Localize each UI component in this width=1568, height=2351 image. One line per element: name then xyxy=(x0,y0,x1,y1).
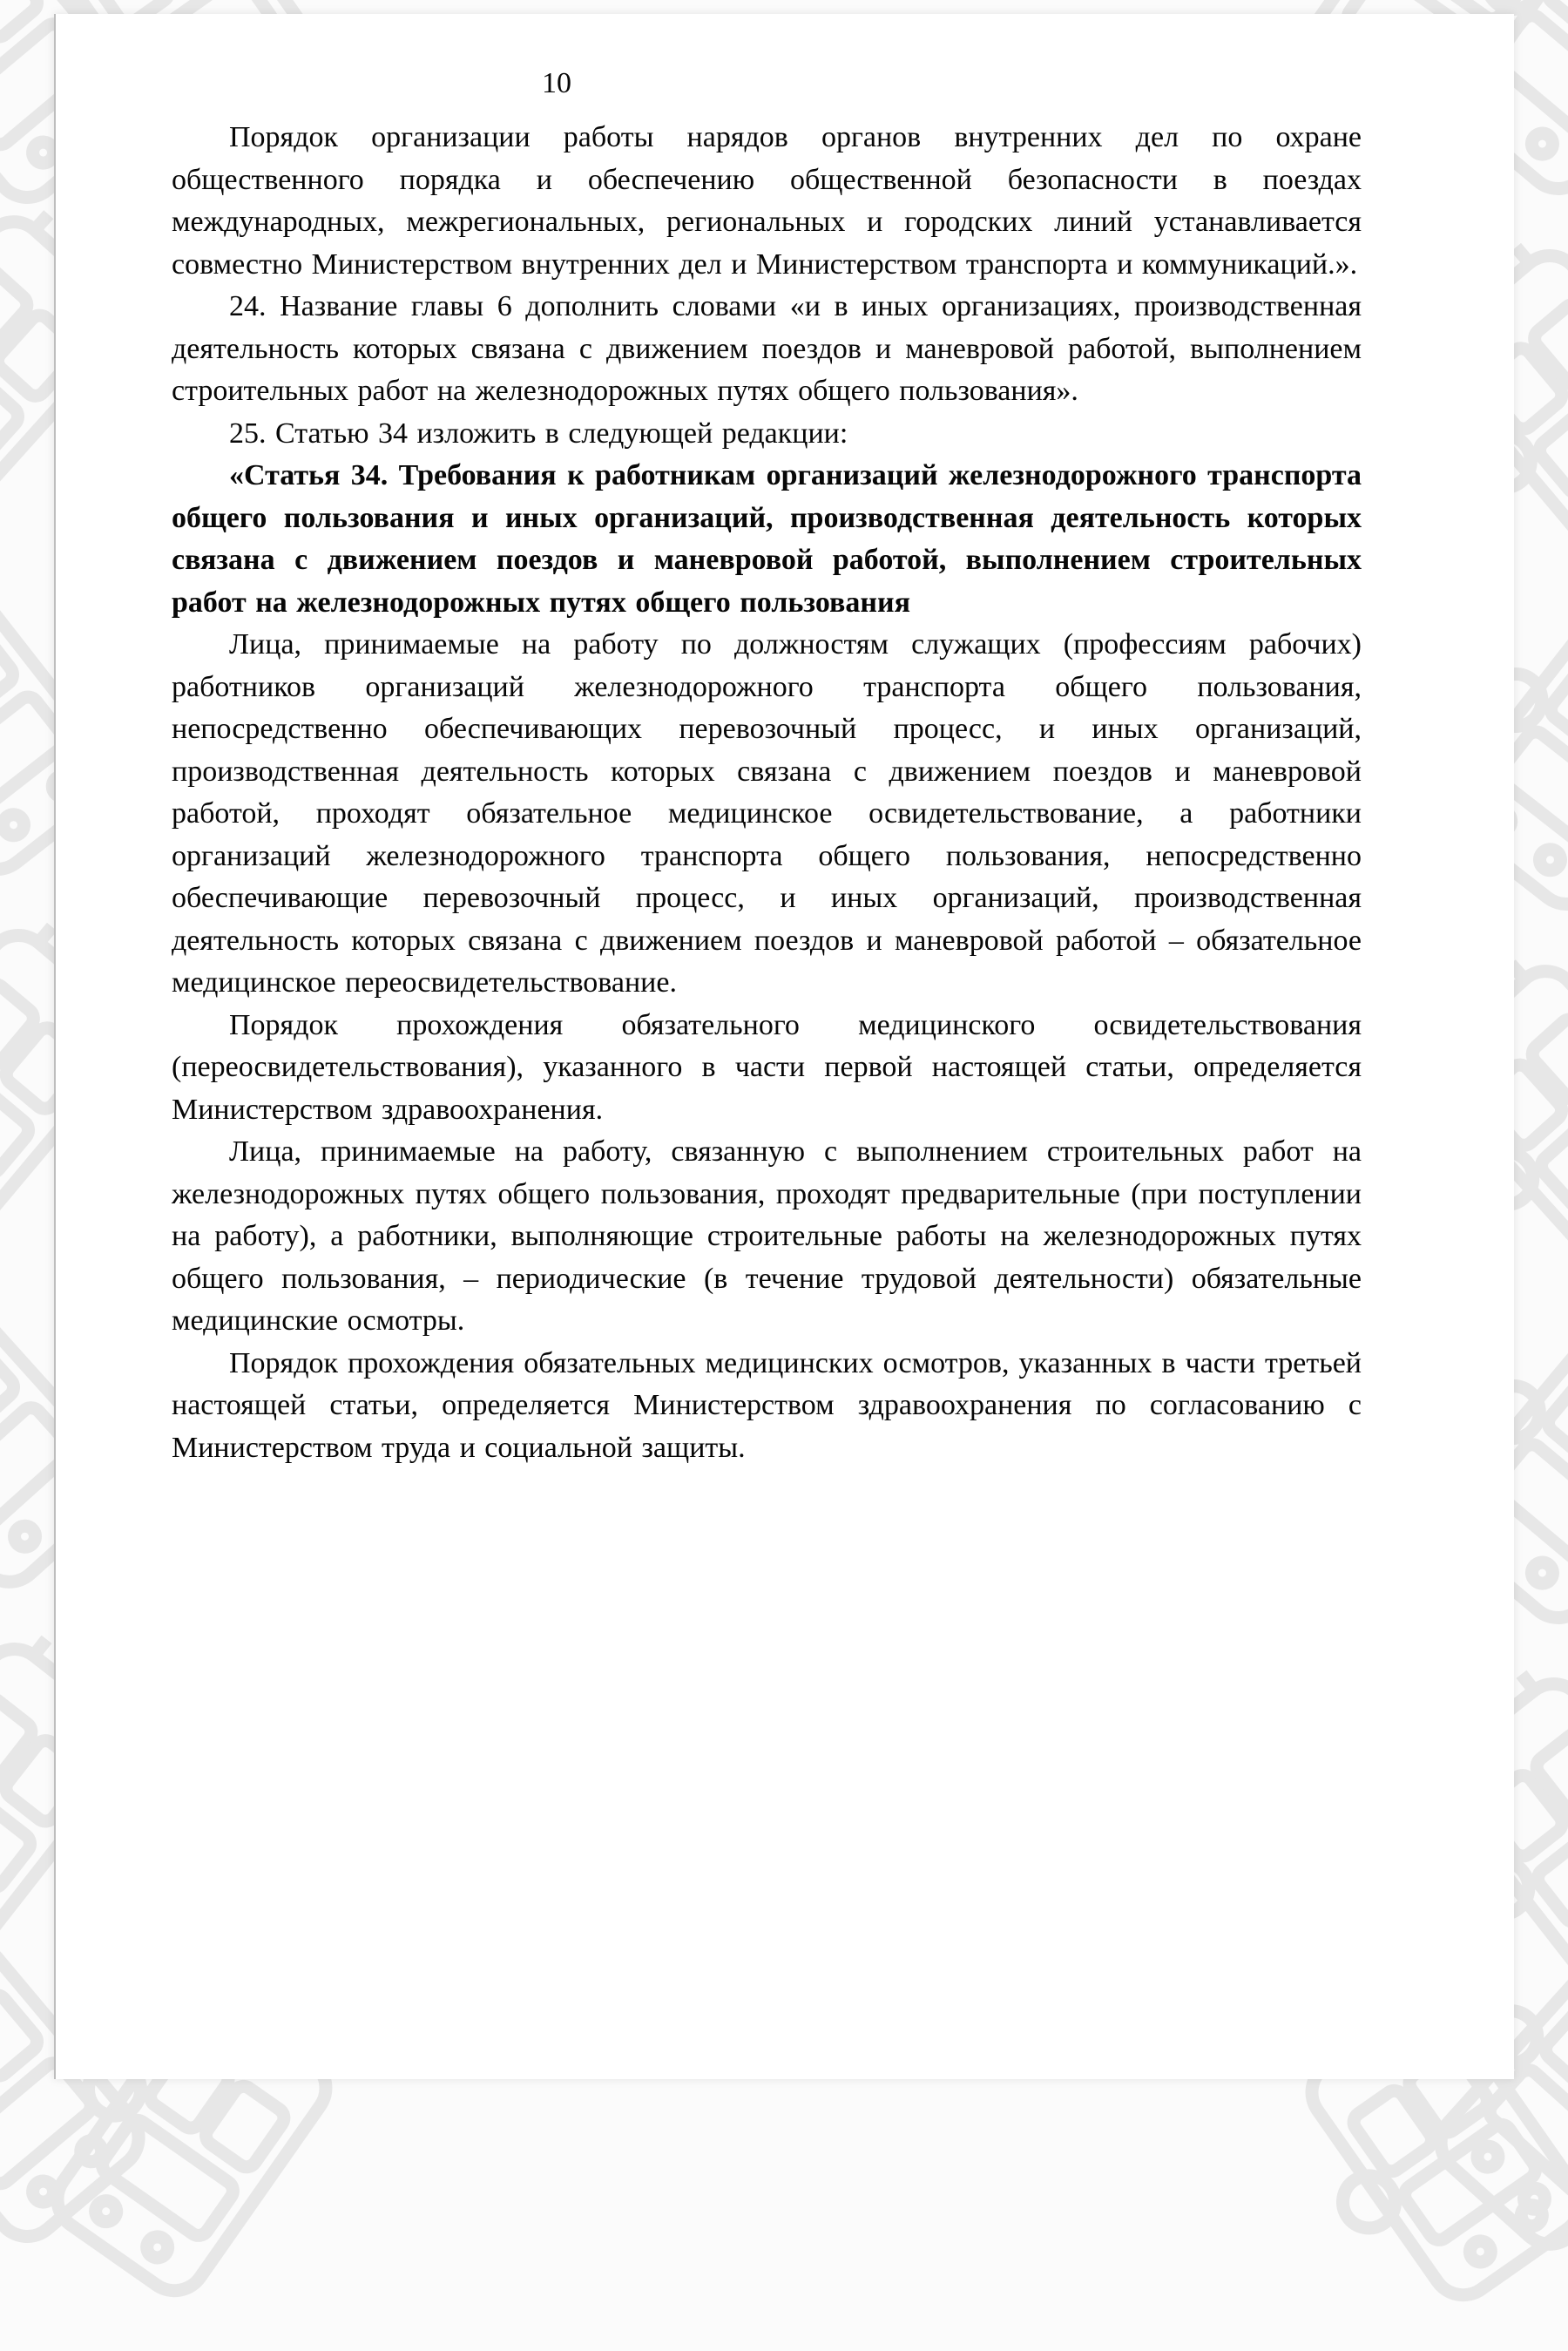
paragraph: Порядок организации работы нарядов органов внутренних дел по охране общественного порядка и обеспечению общественной безопасности в поездах международных, межрегиональных, региональных и городских линий устанавливается совместно Министерством внутренних дел и Министерством транспорта и коммуникаций.». xyxy=(172,121,1362,281)
page-number: 10 xyxy=(542,67,571,99)
document-body xyxy=(172,117,1362,1469)
document-content xyxy=(172,63,1362,1469)
paragraph: 25. Статью 34 изложить в следующей редакции: xyxy=(229,417,848,450)
paragraph: Лица, принимаемые на работу по должностям служащих (профессиям рабочих) работников организаций железнодорожного транспорта общего пользования, непосредственно обеспечивающих перевозочный процесс, и иных организаций, производственная деятельность которых связана с движением поездов и маневровой работой, проходят обязательное медицинское освидетельствование, а работники организаций железнодорожного транспорта общего пользования, непосредственно обеспечивающие перевозочный процесс, и иных организаций, производственная деятельность которых связана с движением поездов и маневровой работой – обязательное медицинское переосвидетельствование. xyxy=(172,628,1362,999)
paragraph: Лица, принимаемые на работу, связанную с выполнением строительных работ на железнодорожных путях общего пользования, проходят предварительные (при поступлении на работу), а работники, выполняющие строительные работы на железнодорожных путях общего пользования, – периодические (в течение трудовой деятельности) обязательные медицинские осмотры. xyxy=(172,1135,1362,1337)
paragraph: Порядок прохождения обязательных медицинских осмотров, указанных в части третьей настоящей статьи, определяется Министерством здравоохранения по согласованию с Министерством труда и социальной защиты. xyxy=(172,1346,1362,1464)
paragraph: «Статья 34. Требования к работникам организаций железнодорожного транспорта общего пользования и иных организаций, производственная деятельность которых связана с движением поездов и маневровой работой, выполнением строительных работ на железнодорожных путях общего пользования xyxy=(172,459,1362,619)
document-page xyxy=(54,14,1514,2079)
paragraph: 24. Название главы 6 дополнить словами «и в иных организациях, производственная деятельность которых связана с движением поездов и маневровой работой, выполнением строительных работ на железнодорожных путях общего пользования». xyxy=(172,290,1362,407)
paragraph: Порядок прохождения обязательного медицинского освидетельствования (переосвидетельствования), указанного в части первой настоящей статьи, определяется Министерством здравоохранения. xyxy=(172,1008,1362,1126)
